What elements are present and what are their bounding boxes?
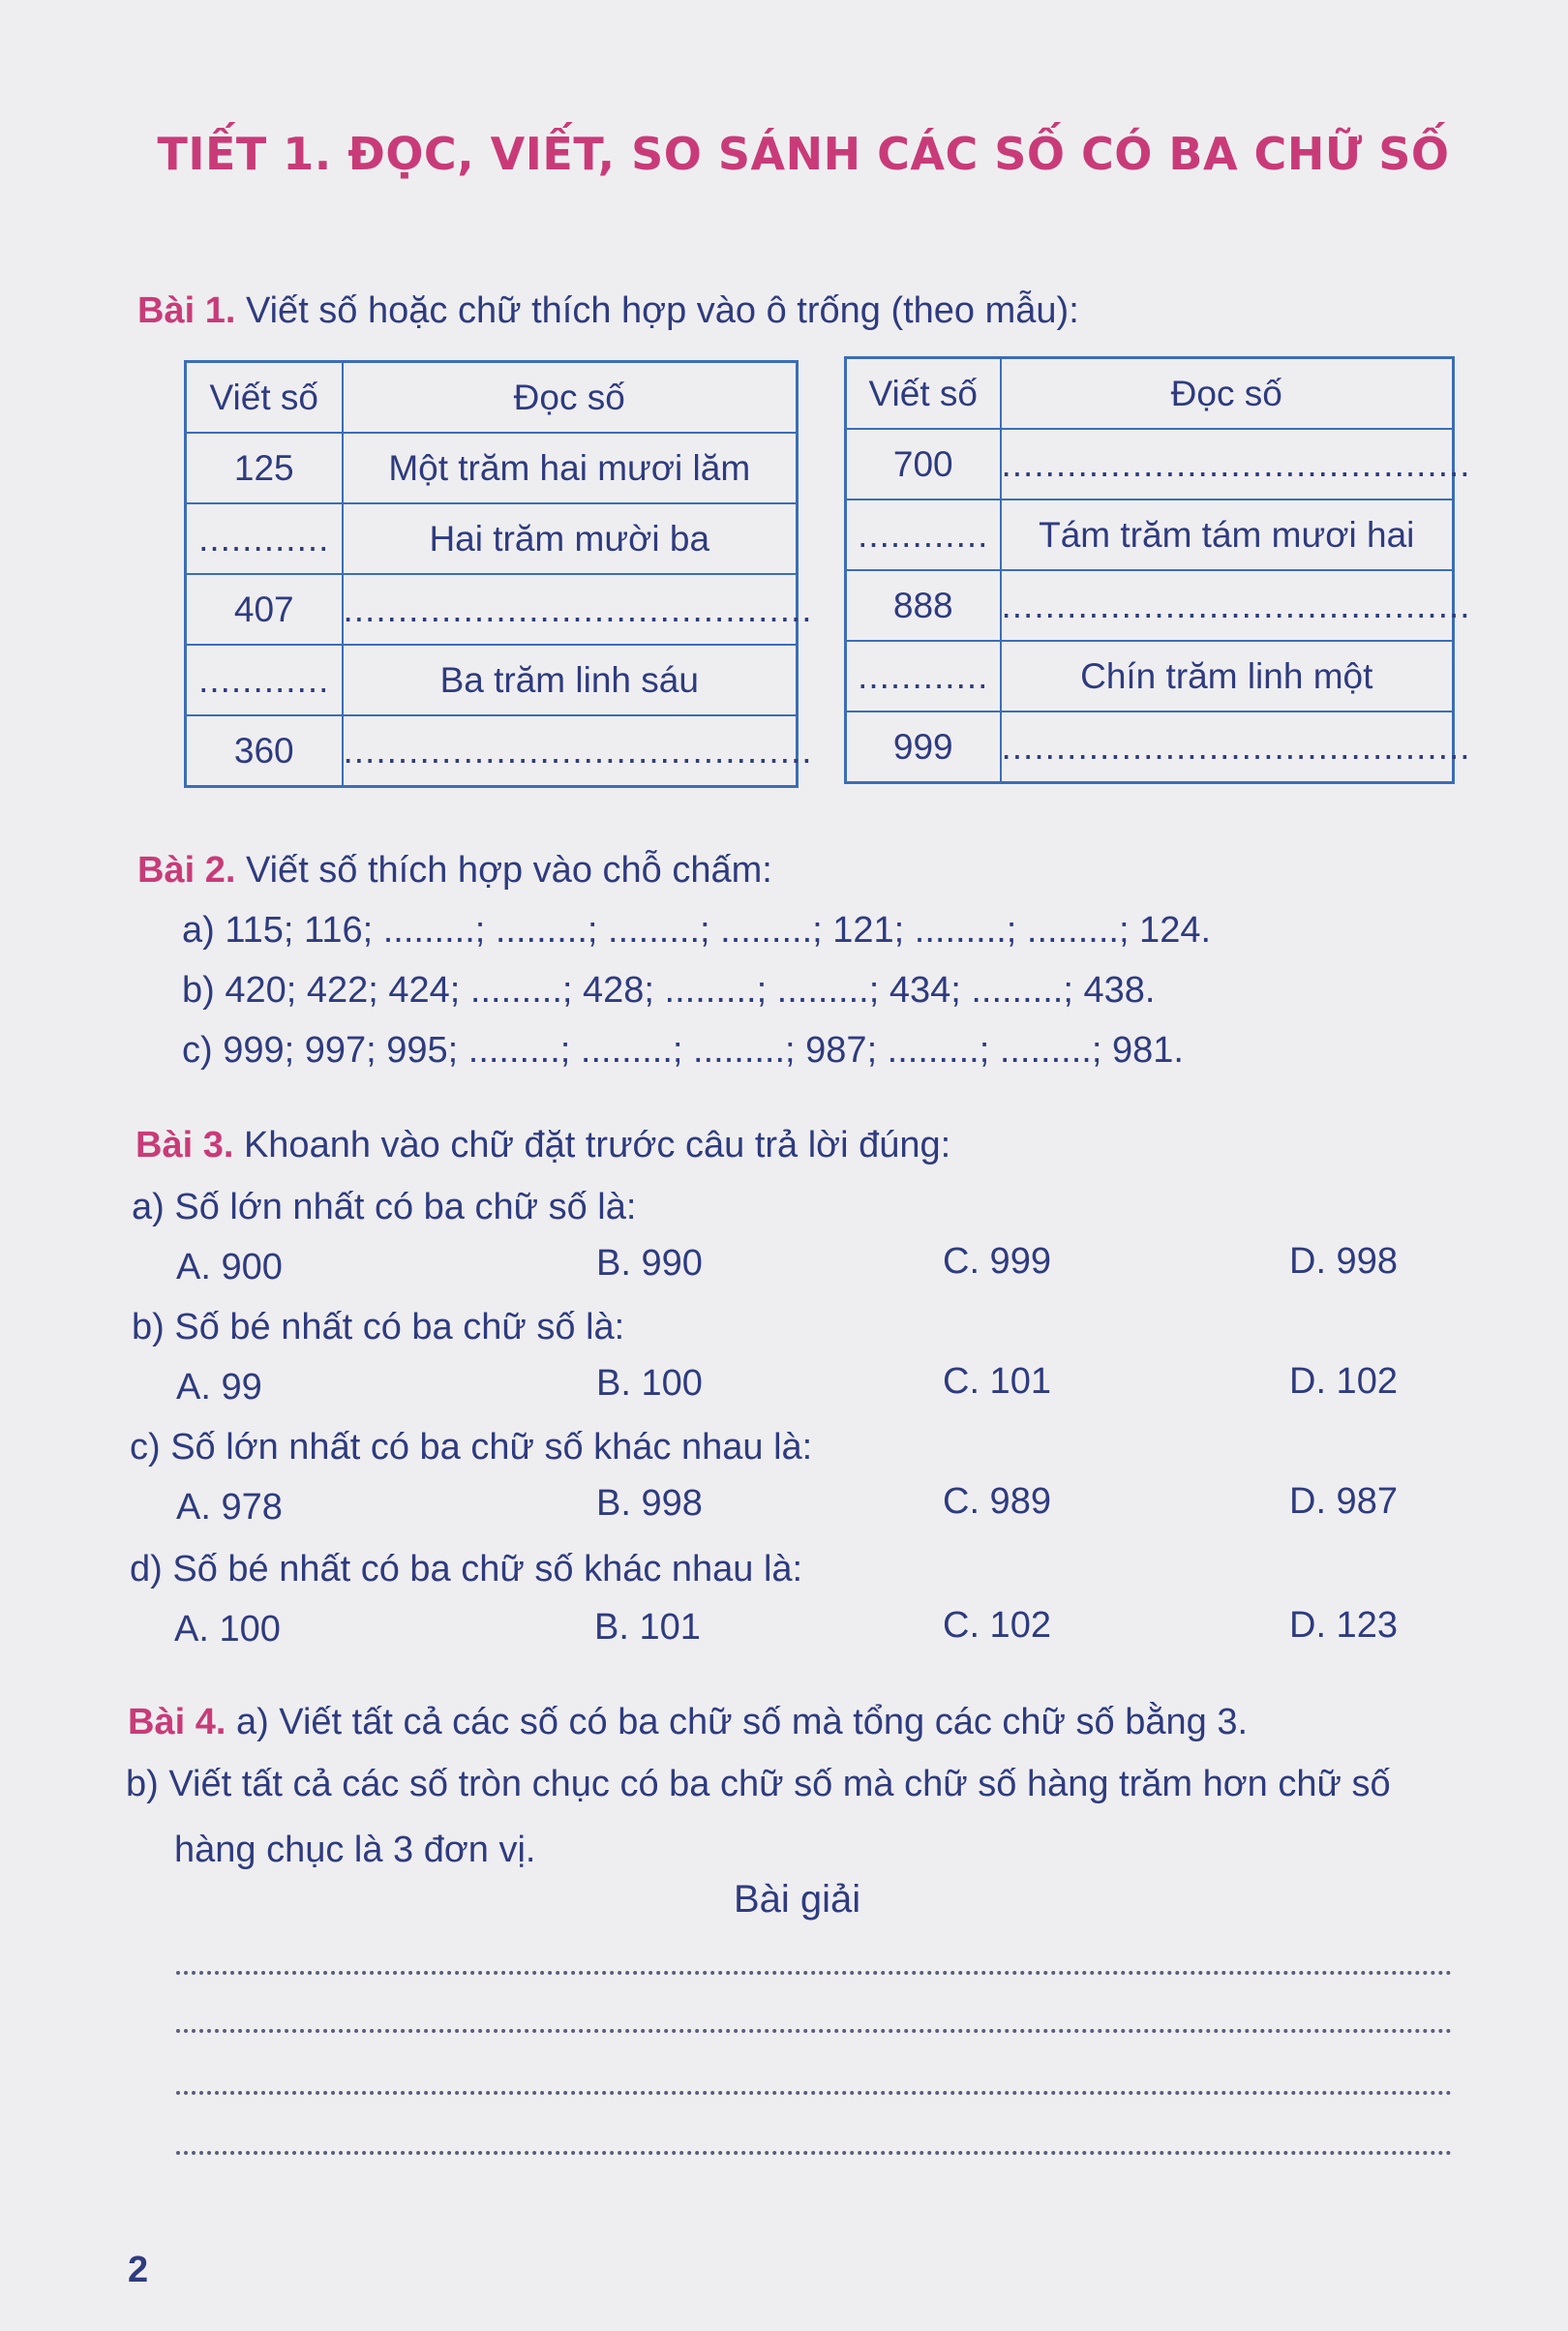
exercise-3-heading <box>136 1125 950 1166</box>
table-cell-blank[interactable]: ........................................... <box>1001 429 1454 500</box>
answer-line[interactable] <box>176 2029 1452 2033</box>
table-cell-blank[interactable]: ........................................... <box>1001 570 1454 641</box>
option-c-b[interactable]: B. 998 <box>596 1483 703 1524</box>
exercise-3-label: Bài 3. <box>136 1125 234 1166</box>
exercise-1-table-right <box>844 356 1471 784</box>
table-header: Đọc số <box>1001 358 1454 430</box>
exercise-1-text: Viết số hoặc chữ thích hợp vào ô trống (theo mẫu): <box>245 290 1079 331</box>
table-cell-blank[interactable]: ............ <box>846 500 1001 570</box>
table-cell: Ba trăm linh sáu <box>343 645 798 715</box>
table-header: Viết số <box>846 358 1001 430</box>
table-cell: 360 <box>186 715 343 787</box>
option-a-c[interactable]: C. 999 <box>943 1241 1051 1282</box>
table-cell: 700 <box>846 429 1001 500</box>
table-cell: 999 <box>846 711 1001 783</box>
table-header: Viết số <box>186 362 343 434</box>
table-cell: 888 <box>846 570 1001 641</box>
option-a-b[interactable]: B. 990 <box>596 1243 703 1284</box>
table-cell: 407 <box>186 574 343 645</box>
solution-label: Bài giải <box>734 1878 861 1921</box>
option-b-c[interactable]: C. 101 <box>943 1361 1051 1402</box>
exercise-3-text: Khoanh vào chữ đặt trước câu trả lời đúng: <box>243 1125 951 1166</box>
option-c-c[interactable]: C. 989 <box>943 1481 1051 1522</box>
page-title: TIẾT 1. ĐỌC, VIẾT, SO SÁNH CÁC SỐ CÓ BA CHỮ SỐ <box>157 128 1450 180</box>
table-cell: Hai trăm mười ba <box>343 503 798 574</box>
question-b: b) Số bé nhất có ba chữ số là: <box>132 1307 625 1347</box>
exercise-2-text: Viết số thích hợp vào chỗ chấm: <box>245 850 772 891</box>
question-c: c) Số lớn nhất có ba chữ số khác nhau là: <box>130 1427 813 1468</box>
option-c-a[interactable]: A. 978 <box>176 1487 283 1528</box>
exercise-2-heading <box>137 850 772 892</box>
exercise-2-line-c: c) 999; 997; 995; .........; .........; .........; 987; .........; .........; 981. <box>182 1030 1184 1071</box>
table-cell-blank[interactable]: ............ <box>186 645 343 715</box>
exercise-4-line-b1: b) Viết tất cả các số tròn chục có ba chữ số mà chữ số hàng trăm hơn chữ số <box>126 1764 1391 1804</box>
exercise-4-label: Bài 4. <box>128 1702 226 1742</box>
option-b-d[interactable]: D. 102 <box>1289 1361 1398 1402</box>
question-d: d) Số bé nhất có ba chữ số khác nhau là: <box>130 1549 803 1589</box>
exercise-4-heading <box>128 1702 1248 1743</box>
table-header: Đọc số <box>343 362 798 434</box>
exercise-1-table-left <box>184 360 813 788</box>
answer-line[interactable] <box>176 2091 1452 2095</box>
table-cell-blank[interactable]: ............ <box>846 641 1001 711</box>
option-d-c[interactable]: C. 102 <box>943 1605 1051 1646</box>
option-d-b[interactable]: B. 101 <box>594 1607 701 1648</box>
table-cell-blank[interactable]: ........................................... <box>343 715 798 787</box>
exercise-4-line-a: a) Viết tất cả các số có ba chữ số mà tổng các chữ số bằng 3. <box>235 1702 1249 1742</box>
exercise-2-label: Bài 2. <box>137 850 236 891</box>
option-c-d[interactable]: D. 987 <box>1289 1481 1398 1522</box>
option-a-a[interactable]: A. 900 <box>176 1247 283 1287</box>
page-number: 2 <box>128 2250 149 2290</box>
exercise-2-line-b: b) 420; 422; 424; .........; 428; .........; .........; 434; .........; 438. <box>182 970 1156 1011</box>
table-cell-blank[interactable]: ............ <box>186 503 343 574</box>
exercise-1-heading <box>137 290 1079 332</box>
option-b-b[interactable]: B. 100 <box>596 1363 703 1404</box>
table-cell: 125 <box>186 433 343 503</box>
answer-line[interactable] <box>176 1971 1452 1975</box>
table-cell: Chín trăm linh một <box>1001 641 1454 711</box>
table-cell-blank[interactable]: ........................................... <box>343 574 798 645</box>
table-cell: Một trăm hai mươi lăm <box>343 433 798 503</box>
table-cell-blank[interactable]: ........................................... <box>1001 711 1454 783</box>
option-d-d[interactable]: D. 123 <box>1289 1605 1398 1646</box>
option-a-d[interactable]: D. 998 <box>1289 1241 1398 1282</box>
option-b-a[interactable]: A. 99 <box>176 1367 262 1408</box>
exercise-1-label: Bài 1. <box>137 290 236 331</box>
table-cell: Tám trăm tám mươi hai <box>1001 500 1454 570</box>
exercise-2-line-a: a) 115; 116; .........; .........; .........; .........; 121; .........; .........; 124. <box>182 910 1212 951</box>
answer-line[interactable] <box>176 2151 1452 2155</box>
option-d-a[interactable]: A. 100 <box>174 1609 281 1650</box>
exercise-4-line-b2: hàng chục là 3 đơn vị. <box>174 1830 536 1870</box>
question-a: a) Số lớn nhất có ba chữ số là: <box>132 1187 637 1227</box>
